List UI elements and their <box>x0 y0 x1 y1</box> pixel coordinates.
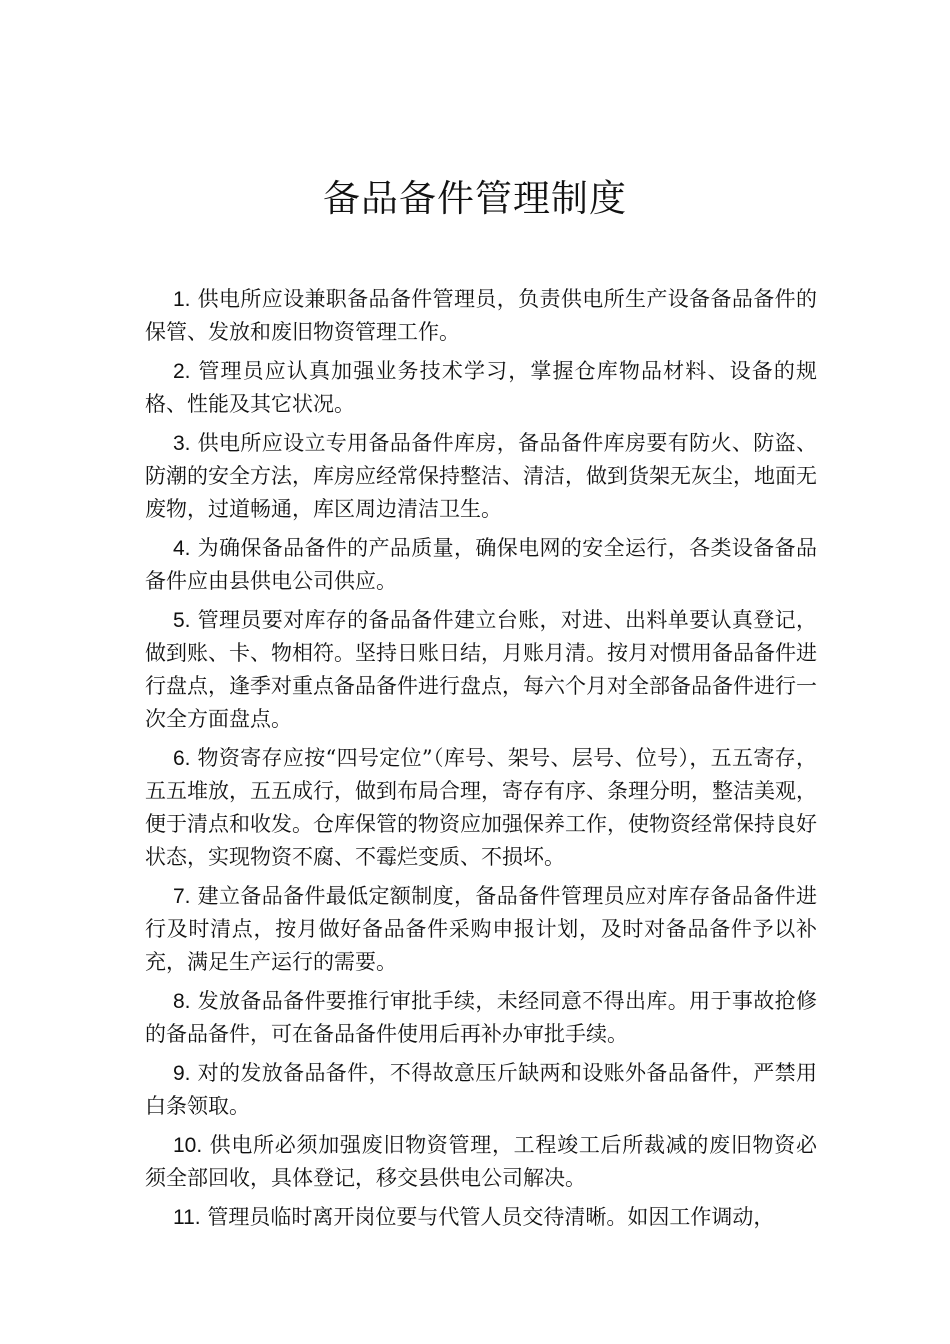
paragraph-number: 10. <box>173 1134 203 1157</box>
paragraph-3 <box>145 427 817 526</box>
paragraph-number: 6. <box>173 747 191 770</box>
paragraph-7 <box>145 880 817 979</box>
document-body <box>145 283 817 1234</box>
paragraph-text: 发放备品备件要推行审批手续，未经同意不得出库。用于事故抢修的备品备件，可在备品备件使用后再补办审批手续。 <box>145 989 818 1046</box>
paragraph-10 <box>145 1129 817 1195</box>
paragraph-9 <box>145 1057 817 1123</box>
paragraph-text: 管理员临时离开岗位要与代管人员交待清晰。如因工作调动， <box>207 1205 775 1229</box>
paragraph-text: 物资寄存应按“四号定位”（库号、架号、层号、位号），五五寄存，五五堆放，五五成行，做到布局合理，寄存有序、条理分明，整洁美观，便于清点和收发。仓库保管的物资应加强保养工作，使物资经常保持良好状态，实现物资不腐、不霉烂变质、不损坏。 <box>145 746 817 869</box>
paragraph-8 <box>145 985 817 1051</box>
paragraph-2 <box>145 355 817 421</box>
document-title: 备品备件管理制度 <box>323 177 627 220</box>
paragraph-11 <box>145 1201 817 1234</box>
paragraph-1 <box>145 283 817 349</box>
paragraph-text: 对的发放备品备件，不得故意压斤缺两和设账外备品备件，严禁用白条领取。 <box>145 1061 818 1118</box>
paragraph-text: 为确保备品备件的产品质量，确保电网的安全运行，各类设备备品备件应由县供电公司供应。 <box>145 536 818 593</box>
paragraph-6 <box>145 742 817 874</box>
paragraph-4 <box>145 532 817 598</box>
paragraph-number: 2. <box>173 360 191 383</box>
paragraph-number: 5. <box>173 609 191 632</box>
paragraph-text: 管理员应认真加强业务技术学习，掌握仓库物品材料、设备的规格、性能及其它状况。 <box>145 359 817 416</box>
paragraph-text: 管理员要对库存的备品备件建立台账，对进、出料单要认真登记，做到账、卡、物相符。坚持日账日结，月账月清。按月对惯用备品备件进行盘点，逢季对重点备品备件进行盘点，每六个月对全部备品备件进行一次全方面盘点。 <box>145 608 818 731</box>
paragraph-number: 8. <box>173 990 191 1013</box>
paragraph-number: 7. <box>173 885 191 908</box>
paragraph-text: 供电所应设兼职备品备件管理员，负责供电所生产设备备品备件的保管、发放和废旧物资管理工作。 <box>145 287 818 344</box>
paragraph-number: 3. <box>173 432 191 455</box>
paragraph-number: 9. <box>173 1062 191 1085</box>
paragraph-text: 供电所应设立专用备品备件库房，备品备件库房要有防火、防盗、防潮的安全方法，库房应经常保持整洁、清洁，做到货架无灰尘，地面无废物，过道畅通，库区周边清洁卫生。 <box>145 431 818 521</box>
paragraph-text: 供电所必须加强废旧物资管理，工程竣工后所裁减的废旧物资必须全部回收，具体登记，移交县供电公司解决。 <box>145 1133 817 1190</box>
paragraph-number: 11. <box>173 1206 201 1229</box>
paragraph-number: 1. <box>173 288 191 311</box>
paragraph-5 <box>145 604 817 736</box>
paragraph-text: 建立备品备件最低定额制度，备品备件管理员应对库存备品备件进行及时清点，按月做好备品备件采购申报计划，及时对备品备件予以补充，满足生产运行的需要。 <box>145 884 818 974</box>
paragraph-number: 4. <box>173 537 191 560</box>
